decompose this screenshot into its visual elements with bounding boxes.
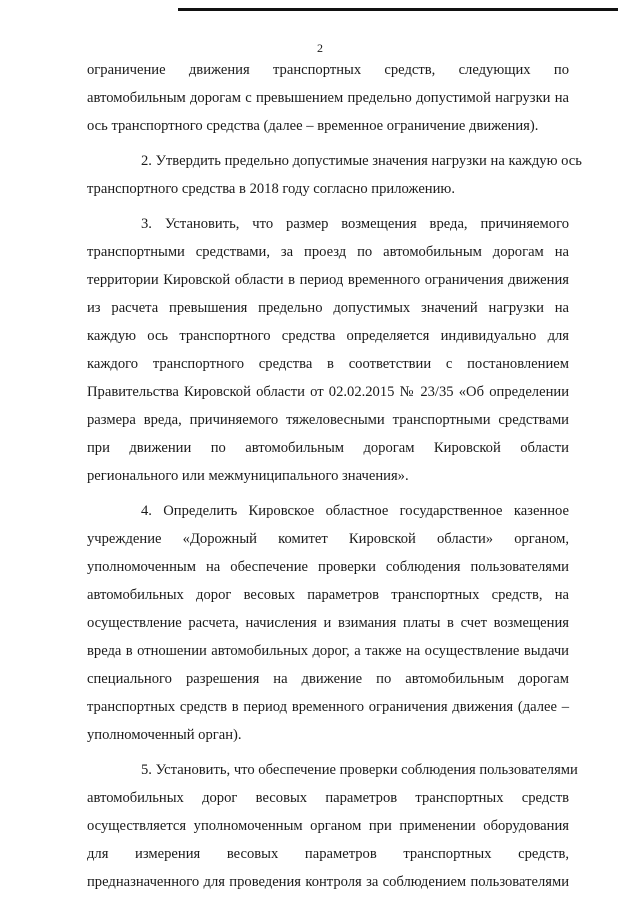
text-line: учреждение «Дорожный комитет Кировской области» органом, xyxy=(87,531,569,547)
text-line: 5. Установить, что обеспечение проверки соблюдения пользователями xyxy=(141,762,578,778)
text-line: из расчета превышения предельно допустимых значений нагрузки на xyxy=(87,300,569,316)
text-line: автомобильных дорог весовых параметров транспортных средств, на xyxy=(87,587,569,603)
text-line: 4. Определить Кировское областное государственное казенное xyxy=(141,503,569,519)
text-line: осуществляется уполномоченным органом при применении оборудования xyxy=(87,818,569,834)
paragraph-2 xyxy=(87,147,582,203)
text-line: ось транспортного средства (далее – временное ограничение движения). xyxy=(87,118,539,134)
text-line: регионального или межмуниципального значения». xyxy=(87,468,409,484)
text-line: 3. Установить, что размер возмещения вреда, причиняемого xyxy=(141,216,569,232)
text-line: транспортных средств в период временного ограничения движения (далее – xyxy=(87,699,569,715)
text-line: транспортными средствами, за проезд по автомобильным дорогам на xyxy=(87,244,569,260)
scan-border-line xyxy=(178,8,618,11)
text-line: вреда в отношении автомобильных дорог, а также на осуществление выдачи xyxy=(87,643,569,659)
text-line: размера вреда, причиняемого тяжеловесными транспортными средствами xyxy=(87,412,569,428)
text-line: уполномоченным на обеспечение проверки соблюдения пользователями xyxy=(87,559,569,575)
paragraph-1 xyxy=(87,56,569,140)
text-line: территории Кировской области в период временного ограничения движения xyxy=(87,272,569,288)
text-line: при движении по автомобильным дорогам Кировской области xyxy=(87,440,569,456)
paragraph-3 xyxy=(87,210,569,490)
document-body xyxy=(87,56,582,896)
page-number: 2 xyxy=(317,41,323,55)
text-line: автомобильных дорог весовых параметров транспортных средств xyxy=(87,790,569,806)
text-line: каждую ось транспортного средства определяется индивидуально для xyxy=(87,328,569,344)
text-line: осуществление расчета, начисления и взимания платы в счет возмещения xyxy=(87,615,569,631)
paragraph-5 xyxy=(87,756,578,896)
text-line: специального разрешения на движение по автомобильным дорогам xyxy=(87,671,569,687)
text-line: каждого транспортного средства в соответствии с постановлением xyxy=(87,356,569,372)
text-line: 2. Утвердить предельно допустимые значения нагрузки на каждую ось xyxy=(141,153,582,169)
text-line: автомобильным дорогам с превышением предельно допустимой нагрузки на xyxy=(87,90,569,106)
text-line: уполномоченный орган). xyxy=(87,727,242,743)
text-line: предназначенного для проведения контроля за соблюдением пользователями xyxy=(87,874,569,890)
paragraph-4 xyxy=(87,497,569,749)
text-line: Правительства Кировской области от 02.02.2015 № 23/35 «Об определении xyxy=(87,384,569,400)
text-line: ограничение движения транспортных средств, следующих по xyxy=(87,62,569,78)
text-line: для измерения весовых параметров транспортных средств, xyxy=(87,846,569,862)
text-line: транспортного средства в 2018 году согласно приложению. xyxy=(87,181,455,197)
